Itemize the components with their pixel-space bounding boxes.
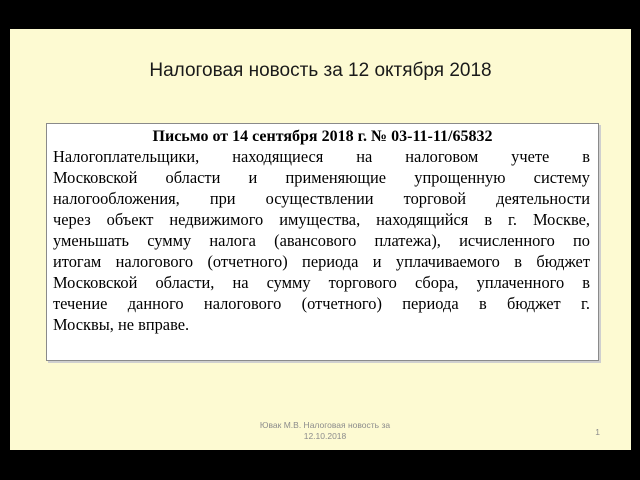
letter-line: уменьшать сумму налога (авансового платежа), исчисленного по xyxy=(53,231,590,250)
footer-date-line: 12.10.2018 xyxy=(303,431,347,441)
slide xyxy=(10,29,631,450)
slide-footer xyxy=(230,420,420,442)
letter-line: Налогоплательщики, находящиеся на налоговом учете в xyxy=(53,147,590,166)
letter-heading: Письмо от 14 сентября 2018 г. № 03-11-11/65832 xyxy=(152,128,493,145)
letter-line: Московской области, на сумму торгового сбора, уплаченного в xyxy=(53,273,590,292)
letter-line: налогообложения, при осуществлении торговой деятельности xyxy=(53,189,590,208)
slide-number: 1 xyxy=(595,427,600,437)
letter-line: течение данного налогового (отчетного) периода в бюджет г. xyxy=(53,294,590,313)
letter-line: итогам налогового (отчетного) периода и уплачиваемого в бюджет xyxy=(53,252,590,271)
letter-line: Москвы, не вправе. xyxy=(53,315,190,334)
letter-line: через объект недвижимого имущества, находящийся в г. Москве, xyxy=(53,210,590,229)
footer-author-line: Ювак М.В. Налоговая новость за xyxy=(259,420,391,430)
letter-line: Московской области и применяющие упрощенную систему xyxy=(53,168,590,187)
letter-body xyxy=(53,146,590,335)
letter-textbox xyxy=(46,123,599,361)
slide-title: Налоговая новость за 12 октября 2018 xyxy=(149,60,492,81)
